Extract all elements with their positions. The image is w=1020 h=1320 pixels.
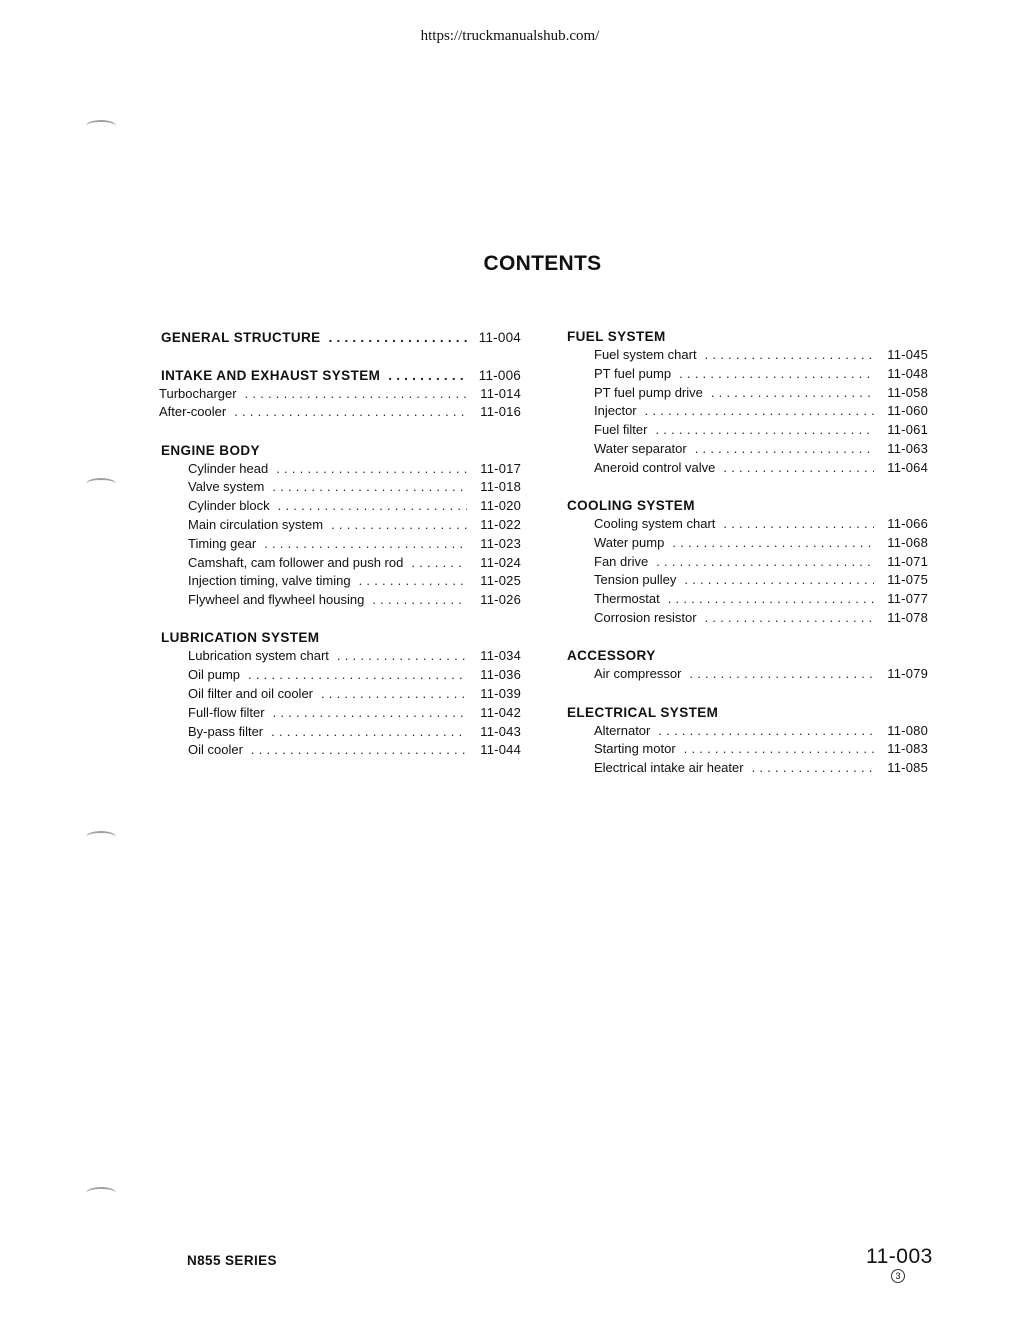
source-url: https://truckmanualshub.com/ — [420, 28, 600, 44]
contents-right-column — [565, 327, 928, 797]
entry-page-number: 11-017 — [480, 460, 521, 476]
entry-page-number: 11-043 — [480, 723, 521, 739]
entry-label: Thermostat — [594, 591, 660, 607]
contents-left-column — [159, 328, 521, 779]
dot-leader — [645, 402, 874, 421]
contents-entry[interactable] — [159, 685, 521, 704]
contents-entry[interactable] — [159, 385, 521, 404]
contents-entry[interactable] — [159, 403, 521, 422]
dot-leader — [251, 741, 467, 760]
contents-section — [159, 366, 521, 423]
section-heading-label: ENGINE BODY — [161, 442, 260, 458]
section-heading-label: COOLING SYSTEM — [567, 498, 695, 514]
contents-entry[interactable] — [565, 534, 928, 553]
entry-label: Main circulation system — [188, 516, 324, 532]
entry-page-number: 11-045 — [887, 347, 928, 362]
entry-page-number: 11-061 — [887, 422, 928, 438]
dot-leader — [695, 440, 874, 459]
section-heading[interactable] — [565, 327, 928, 346]
dot-leader — [234, 403, 467, 422]
entry-label: Oil cooler — [188, 742, 243, 758]
section-heading[interactable] — [565, 703, 928, 722]
contents-entry[interactable] — [159, 666, 521, 685]
contents-entry[interactable] — [565, 571, 928, 590]
entry-page-number: 11-044 — [480, 742, 521, 758]
contents-section — [159, 441, 521, 610]
contents-entry[interactable] — [159, 478, 521, 497]
contents-entry[interactable] — [159, 497, 521, 516]
dot-leader — [245, 385, 467, 404]
contents-entry[interactable] — [565, 421, 928, 440]
dot-leader — [656, 553, 874, 572]
contents-entry[interactable] — [565, 402, 928, 421]
binder-hole-mark — [86, 1187, 116, 1199]
contents-section — [565, 327, 928, 478]
dot-leader — [723, 515, 874, 534]
contents-entry[interactable] — [565, 346, 928, 365]
entry-label: Aneroid control valve — [594, 459, 716, 475]
section-heading[interactable] — [159, 328, 521, 347]
entry-label: Electrical intake air heater — [594, 760, 744, 776]
dot-leader — [273, 704, 467, 723]
dot-leader — [329, 328, 467, 347]
entry-label: Lubrication system chart — [188, 648, 329, 664]
section-heading-label: ACCESSORY — [567, 648, 656, 664]
entry-label: Fuel system chart — [594, 347, 697, 362]
section-heading-label: LUBRICATION SYSTEM — [161, 630, 320, 646]
dot-leader — [705, 609, 874, 628]
dot-leader — [655, 421, 874, 440]
entry-page-number: 11-018 — [480, 479, 521, 495]
contents-entry[interactable] — [159, 554, 521, 573]
dot-leader — [271, 723, 467, 742]
dot-leader — [272, 478, 467, 497]
entry-page-number: 11-014 — [480, 385, 521, 401]
entry-label: Oil filter and oil cooler — [188, 686, 313, 702]
contents-entry[interactable] — [565, 365, 928, 384]
entry-label: Flywheel and flywheel housing — [188, 592, 365, 608]
revision-mark: 3 — [891, 1269, 905, 1283]
contents-entry[interactable] — [159, 704, 521, 723]
entry-label: Fuel filter — [594, 422, 648, 438]
entry-page-number: 11-048 — [887, 365, 928, 381]
section-heading[interactable] — [159, 366, 521, 385]
contents-section — [159, 628, 521, 760]
section-heading-label: INTAKE AND EXHAUST SYSTEM — [161, 367, 381, 383]
contents-entry[interactable] — [159, 516, 521, 535]
section-heading[interactable] — [159, 441, 521, 460]
section-page-number: 11-004 — [478, 330, 521, 345]
section-heading[interactable] — [159, 628, 521, 647]
entry-page-number: 11-042 — [480, 704, 521, 720]
binder-hole-mark — [86, 478, 116, 490]
section-heading[interactable] — [565, 496, 928, 515]
contents-section — [565, 703, 928, 778]
section-heading-label: GENERAL STRUCTURE — [161, 330, 321, 345]
dot-leader — [752, 759, 874, 778]
entry-label: Camshaft, cam follower and push rod — [188, 554, 404, 570]
entry-label: Fan drive — [594, 553, 649, 569]
entry-label: PT fuel pump drive — [594, 384, 703, 400]
entry-page-number: 11-064 — [887, 459, 928, 475]
entry-page-number: 11-066 — [887, 516, 928, 532]
dot-leader — [248, 666, 467, 685]
dot-leader — [684, 571, 874, 590]
dot-leader — [672, 534, 874, 553]
section-page-number: 11-006 — [478, 367, 521, 383]
entry-label: PT fuel pump — [594, 365, 672, 381]
entry-page-number: 11-025 — [480, 573, 521, 589]
contents-entry[interactable] — [159, 460, 521, 479]
dot-leader — [689, 665, 874, 684]
entry-label: Tension pulley — [594, 572, 677, 588]
dot-leader — [658, 722, 874, 741]
contents-entry[interactable] — [159, 647, 521, 666]
dot-leader — [321, 685, 467, 704]
page-number: 11-003 — [866, 1245, 933, 1268]
section-heading-label: ELECTRICAL SYSTEM — [567, 704, 719, 720]
entry-page-number: 11-022 — [480, 516, 521, 532]
binder-hole-mark — [86, 120, 116, 132]
dot-leader — [711, 384, 874, 403]
section-heading-label: FUEL SYSTEM — [567, 329, 666, 344]
contents-section — [565, 646, 928, 684]
entry-label: Alternator — [594, 722, 651, 738]
dot-leader — [278, 497, 467, 516]
contents-entry[interactable] — [159, 535, 521, 554]
entry-page-number: 11-036 — [480, 667, 521, 683]
entry-label: Cooling system chart — [594, 516, 716, 532]
contents-section — [159, 328, 521, 347]
dot-leader — [411, 554, 467, 573]
dot-leader — [264, 535, 467, 554]
entry-label: Valve system — [188, 479, 265, 495]
entry-page-number: 11-058 — [887, 384, 928, 400]
entry-page-number: 11-016 — [480, 404, 521, 420]
contents-entry[interactable] — [565, 384, 928, 403]
dot-leader — [337, 647, 467, 666]
entry-page-number: 11-083 — [887, 741, 928, 757]
entry-page-number: 11-060 — [887, 403, 928, 419]
contents-entry[interactable] — [565, 740, 928, 759]
dot-leader — [723, 459, 874, 478]
entry-label: Starting motor — [594, 741, 676, 757]
contents-entry[interactable] — [565, 440, 928, 459]
contents-entry[interactable] — [565, 759, 928, 778]
dot-leader — [668, 590, 874, 609]
entry-page-number: 11-080 — [887, 722, 928, 738]
dot-leader — [684, 740, 874, 759]
contents-entry[interactable] — [565, 590, 928, 609]
entry-page-number: 11-026 — [480, 592, 521, 608]
entry-label: Water separator — [594, 440, 687, 456]
page-title: CONTENTS — [483, 252, 602, 275]
dot-leader — [705, 346, 874, 365]
contents-entry[interactable] — [565, 459, 928, 478]
entry-label: Air compressor — [594, 666, 682, 682]
contents-entry[interactable] — [565, 609, 928, 628]
entry-page-number: 11-024 — [480, 554, 521, 570]
entry-label: Timing gear — [188, 535, 257, 551]
entry-page-number: 11-023 — [480, 535, 521, 551]
entry-label: By-pass filter — [188, 723, 264, 739]
entry-label: Full-flow filter — [188, 704, 265, 720]
dot-leader — [331, 516, 467, 535]
entry-page-number: 11-071 — [887, 553, 928, 569]
series-label: N855 SERIES — [187, 1253, 277, 1268]
dot-leader — [388, 366, 467, 385]
entry-page-number: 11-075 — [887, 572, 928, 588]
entry-label: After-cooler — [159, 404, 227, 420]
entry-page-number: 11-079 — [887, 666, 928, 682]
entry-page-number: 11-034 — [480, 648, 521, 664]
entry-page-number: 11-020 — [480, 498, 521, 514]
contents-entry[interactable] — [159, 741, 521, 760]
contents-entry[interactable] — [159, 591, 521, 610]
entry-label: Injector — [594, 403, 637, 419]
dot-leader — [679, 365, 874, 384]
dot-leader — [276, 460, 467, 479]
entry-page-number: 11-039 — [480, 686, 521, 702]
entry-label: Injection timing, valve timing — [188, 573, 351, 589]
entry-page-number: 11-078 — [887, 610, 928, 626]
contents-entry[interactable] — [565, 665, 928, 684]
contents-entry[interactable] — [159, 572, 521, 591]
entry-label: Oil pump — [188, 667, 241, 683]
entry-page-number: 11-085 — [887, 760, 928, 776]
contents-entry[interactable] — [159, 723, 521, 742]
section-heading[interactable] — [565, 646, 928, 665]
dot-leader — [359, 572, 467, 591]
entry-label: Cylinder block — [188, 498, 270, 514]
contents-entry[interactable] — [565, 553, 928, 572]
binder-hole-mark — [86, 831, 116, 843]
entry-page-number: 11-077 — [887, 591, 928, 607]
contents-entry[interactable] — [565, 515, 928, 534]
entry-label: Turbocharger — [159, 385, 237, 401]
entry-page-number: 11-068 — [887, 534, 928, 550]
contents-entry[interactable] — [565, 722, 928, 741]
entry-label: Water pump — [594, 534, 665, 550]
contents-section — [565, 496, 928, 628]
dot-leader — [372, 591, 467, 610]
entry-label: Corrosion resistor — [594, 610, 697, 626]
entry-page-number: 11-063 — [887, 440, 928, 456]
entry-label: Cylinder head — [188, 460, 269, 476]
